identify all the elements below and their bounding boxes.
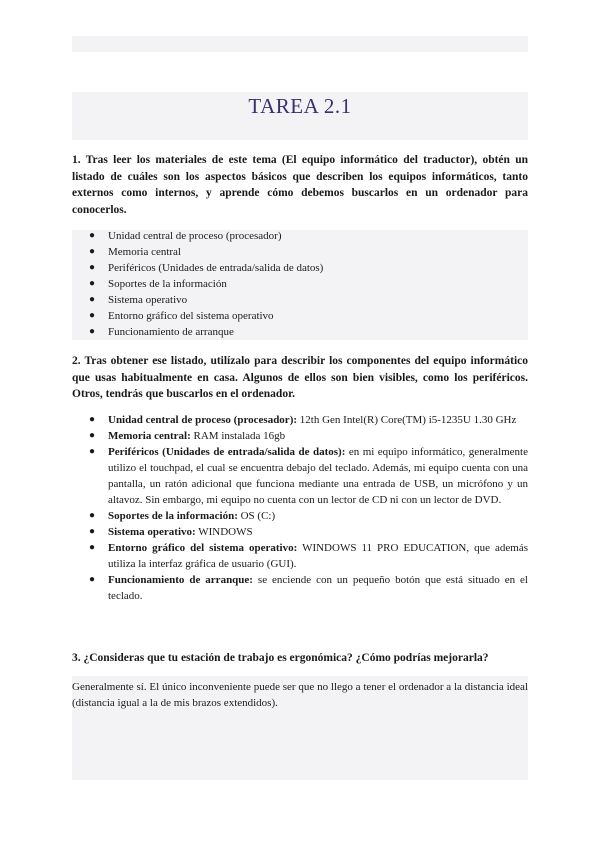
item-label: Memoria central:	[108, 430, 191, 442]
bullet-icon: ●	[89, 294, 96, 305]
item-label: Unidad central de proceso (procesador):	[108, 414, 298, 426]
bullet-icon: ●	[89, 542, 96, 553]
bullet-icon: ●	[89, 446, 96, 457]
components-list	[72, 412, 528, 604]
bullet-icon: ●	[89, 262, 96, 273]
bullet-icon: ●	[89, 326, 96, 337]
item-text: WINDOWS 11 PRO EDUCATION, que además utiliza la interfaz gráfica de usuario (GUI).	[108, 542, 528, 570]
answer-3: Generalmente sí. El único inconveniente puede ser que no llego a tener el ordenador a la distancia ideal (distancia igual a la de mis brazos extendidos).	[72, 681, 528, 709]
bullet-icon: ●	[89, 278, 96, 289]
item-label: Soportes de la información:	[108, 510, 238, 522]
item-text: RAM instalada 16gb	[190, 430, 286, 442]
list-item	[72, 428, 528, 444]
item-text: WINDOWS	[195, 526, 253, 538]
bullet-icon: ●	[89, 574, 96, 585]
aspects-list	[72, 228, 528, 340]
bullet-icon: ●	[89, 310, 96, 321]
item-label: Entorno gráfico del sistema operativo:	[108, 542, 298, 554]
item-text: en mi equipo informático, generalmente utilizo el touchpad, el cual se encuentra debajo del teclado. Además, mi equipo cuenta con una pantalla, un ratón adicional que funciona mediante una entrada de USB, un micrófono y un altavoz. Sin embargo, mi equipo no cuenta con un lector de CD ni con un lector de DVD.	[108, 446, 528, 506]
question-2: 2. Tras obtener ese listado, utilízalo para describir los componentes del equipo informático que usas habitualmente en casa. Algunos de ellos son bien visibles, como los periféricos. Otros, tendrás que buscarlos en el ordenador.	[72, 355, 528, 400]
item-text: se enciende con un pequeño botón que está situado en el teclado.	[108, 574, 528, 602]
list-item	[72, 412, 528, 428]
item-label: Sistema operativo:	[108, 526, 196, 538]
list-item: ● Periféricos (Unidades de entrada/salida de datos)	[89, 262, 324, 274]
item-text: 12th Gen Intel(R) Core(TM) i5-1235U 1.30 GHz	[297, 414, 517, 426]
bullet-icon: ●	[89, 246, 96, 257]
list-item: ● Unidad central de proceso (procesador)	[89, 230, 282, 242]
item-text: OS (C:)	[237, 510, 276, 522]
bullet-icon: ●	[89, 430, 96, 441]
list-item: ● Memoria central	[89, 246, 181, 258]
list-item: ● Soportes de la información	[89, 278, 227, 290]
item-label: Periféricos (Unidades de entrada/salida de datos):	[108, 446, 346, 458]
page-title: TAREA 2.1	[248, 94, 352, 118]
question-1: 1. Tras leer los materiales de este tema (El equipo informático del traductor), obtén un listado de cuáles son los aspectos básicos que describen los equipos informáticos, tanto externos como internos, y aprende cómo debemos buscarlos en un ordenador para conocerlos.	[72, 154, 528, 216]
list-item	[72, 444, 528, 508]
list-item	[72, 508, 528, 524]
bullet-icon: ●	[89, 526, 96, 537]
bullet-icon: ●	[89, 510, 96, 521]
list-item: ● Sistema operativo	[89, 294, 188, 306]
list-item	[72, 524, 528, 540]
question-3: 3. ¿Consideras que tu estación de trabajo es ergonómica? ¿Cómo podrías mejorarla?	[72, 652, 489, 664]
header-band	[72, 36, 528, 52]
bullet-icon: ●	[89, 230, 96, 241]
list-item: ● Entorno gráfico del sistema operativo	[89, 310, 274, 322]
list-item	[72, 572, 528, 604]
item-label: Funcionamiento de arranque:	[108, 574, 253, 586]
list-item	[72, 540, 528, 572]
bullet-icon: ●	[89, 414, 96, 425]
list-item: ● Funcionamiento de arranque	[89, 326, 234, 338]
